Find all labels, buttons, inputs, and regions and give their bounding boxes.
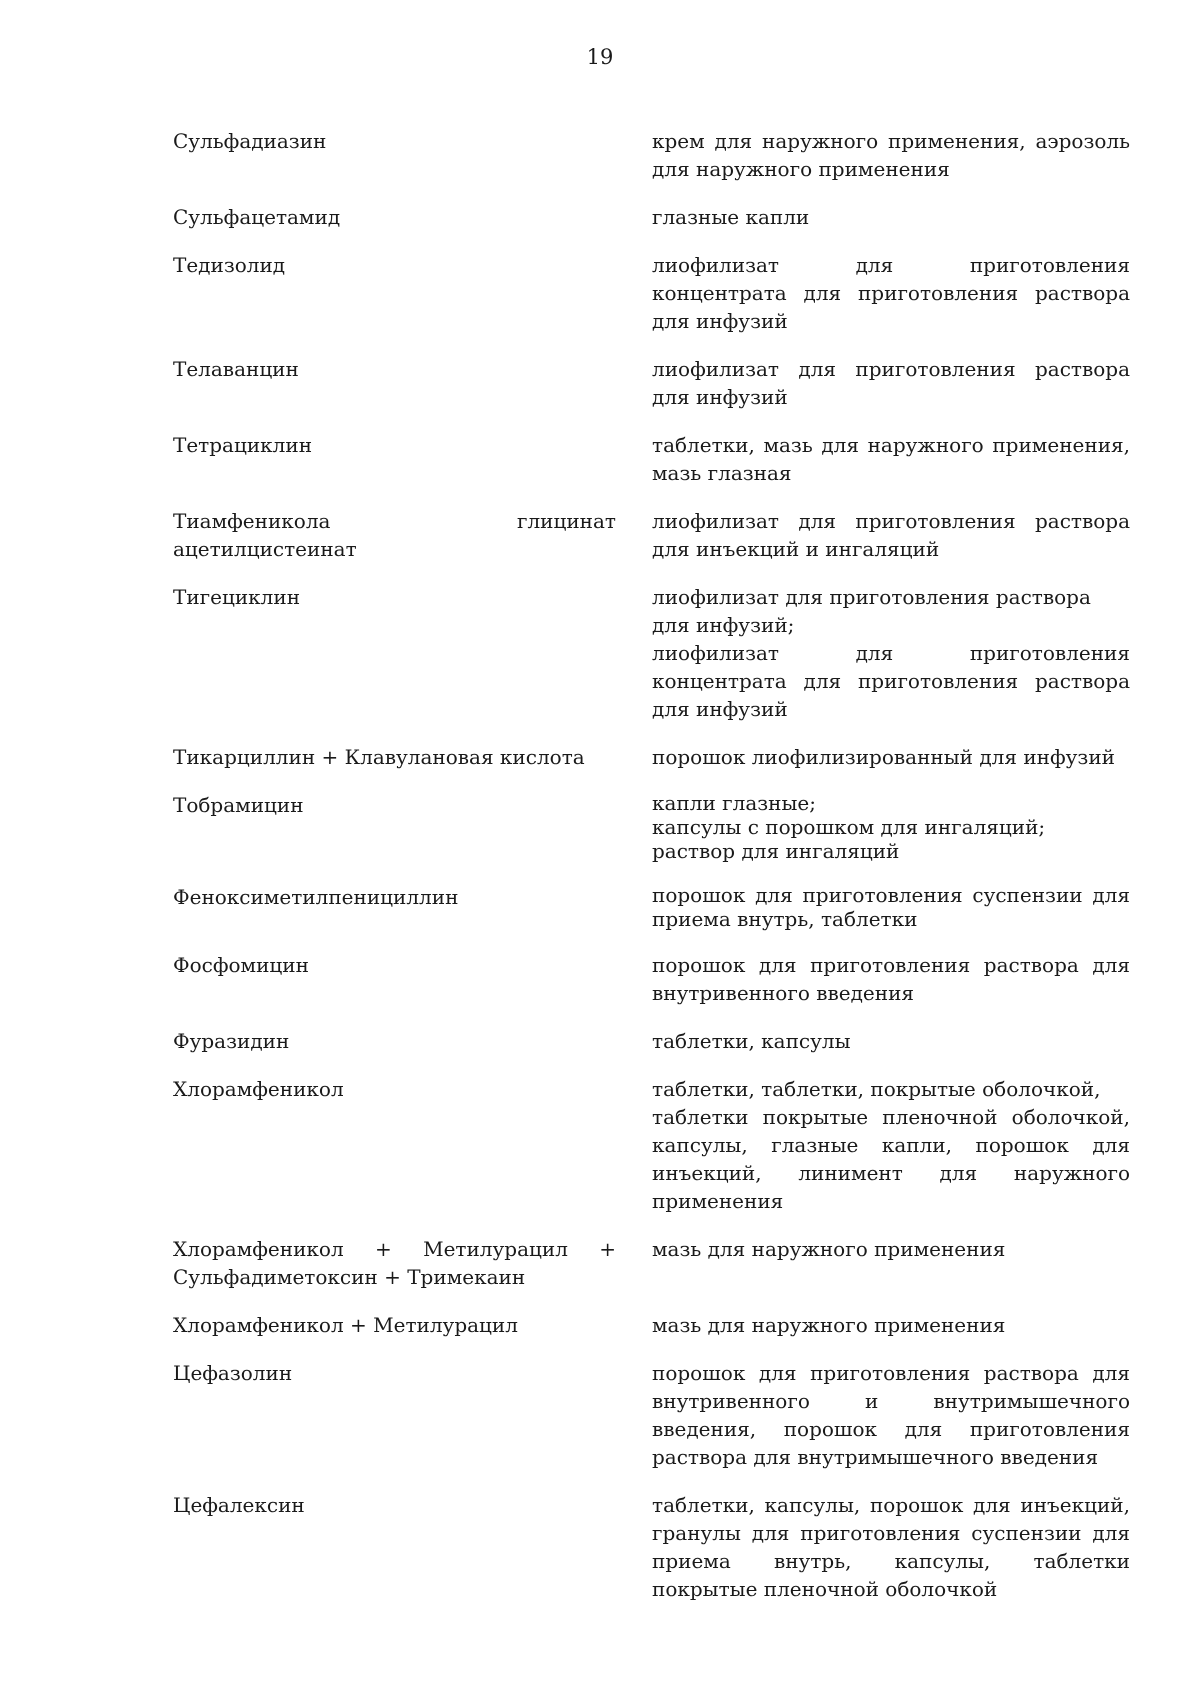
page-number: 19 bbox=[586, 45, 614, 69]
dosage-form-line: порошок лиофилизированный для инфузий bbox=[652, 745, 1115, 769]
table-row bbox=[173, 203, 1131, 231]
drug-name-part: + bbox=[375, 1237, 392, 1261]
dosage-form-line: лиофилизат для приготовления раствора для инъекций и ингаляций bbox=[652, 509, 1130, 561]
dosage-form-line: таблетки, капсулы bbox=[652, 1029, 851, 1053]
dosage-form-line: крем для наружного применения, аэрозоль для наружного применения bbox=[652, 129, 1130, 181]
dosage-form-line: мазь для наружного применения bbox=[652, 1237, 1006, 1261]
dosage-form-line: порошок для приготовления раствора для внутривенного и внутримышечного введения, порошок для приготовления раствора для внутримышечного введения bbox=[652, 1361, 1130, 1469]
table-row bbox=[173, 791, 1131, 863]
drug-name: Тиамфеникола глицинат ацетилцистеинат bbox=[173, 509, 616, 561]
dosage-form-line: глазные капли bbox=[652, 205, 810, 229]
dosage-form bbox=[652, 1027, 1130, 1055]
table-row bbox=[173, 507, 1131, 563]
dosage-form-line: капсулы с порошком для ингаляций; bbox=[652, 815, 1046, 839]
drug-name: Цефазолин bbox=[173, 1361, 293, 1385]
dosage-form bbox=[652, 431, 1130, 487]
dosage-form-line: раствор для ингаляций bbox=[652, 839, 900, 863]
dosage-form bbox=[652, 355, 1130, 411]
dosage-form-line: порошок для приготовления раствора для внутривенного введения bbox=[652, 953, 1130, 1005]
drug-name: Телаванцин bbox=[173, 357, 299, 381]
dosage-form bbox=[652, 951, 1130, 1007]
table-row bbox=[173, 883, 1131, 931]
drug-name: Сульфадиазин bbox=[173, 129, 327, 153]
dosage-form-line: порошок для приготовления суспензии для приема внутрь, таблетки bbox=[652, 883, 1130, 931]
table-row bbox=[173, 583, 1131, 723]
drug-name: Цефалексин bbox=[173, 1493, 305, 1517]
table-row bbox=[173, 251, 1131, 335]
dosage-form bbox=[652, 1311, 1130, 1339]
dosage-form-line: лиофилизат для приготовления раствора для инфузий bbox=[652, 357, 1130, 409]
table-row bbox=[173, 1027, 1131, 1055]
dosage-form-line: мазь для наружного применения bbox=[652, 1313, 1006, 1337]
drug-name: Сульфацетамид bbox=[173, 205, 341, 229]
drug-name-second-line: Сульфадиметоксин + Тримекаин bbox=[173, 1265, 526, 1289]
drug-name: Тобрамицин bbox=[173, 793, 304, 817]
table-row bbox=[173, 1491, 1131, 1603]
drug-name: Тигециклин bbox=[173, 585, 301, 609]
table-row bbox=[173, 1359, 1131, 1471]
dosage-form-line: таблетки, таблетки, покрытые оболочкой, bbox=[652, 1077, 1101, 1101]
drug-table bbox=[173, 127, 1131, 1623]
table-row bbox=[173, 1235, 1131, 1291]
table-row bbox=[173, 1311, 1131, 1339]
dosage-form-line: капли глазные; bbox=[652, 791, 816, 815]
dosage-form bbox=[652, 583, 1130, 723]
drug-name: Тедизолид bbox=[173, 253, 286, 277]
table-row bbox=[173, 1075, 1131, 1215]
dosage-form bbox=[652, 1491, 1130, 1603]
dosage-form-line: таблетки, мазь для наружного применения, мазь глазная bbox=[652, 433, 1130, 485]
drug-name bbox=[173, 1235, 616, 1291]
drug-name: Фуразидин bbox=[173, 1029, 290, 1053]
drug-name-first-line bbox=[173, 1235, 616, 1263]
dosage-form bbox=[652, 1235, 1130, 1263]
table-row bbox=[173, 743, 1131, 771]
dosage-form-line: таблетки, капсулы, порошок для инъекций, гранулы для приготовления суспензии для приема внутрь, капсулы, таблетки покрытые пленочной оболочкой bbox=[652, 1493, 1130, 1601]
dosage-form-line: лиофилизат для приготовления концентрата для приготовления раствора для инфузий bbox=[652, 253, 1130, 333]
dosage-form bbox=[652, 251, 1130, 335]
drug-name: Тетрациклин bbox=[173, 433, 313, 457]
dosage-form bbox=[652, 791, 1130, 863]
dosage-form-line: лиофилизат для приготовления раствора для инфузий; bbox=[652, 585, 1091, 637]
dosage-form bbox=[652, 203, 1130, 231]
dosage-form-line: лиофилизат для приготовления концентрата для приготовления раствора для инфузий bbox=[652, 641, 1130, 721]
drug-name-part: Хлорамфеникол bbox=[173, 1237, 344, 1261]
dosage-form bbox=[652, 743, 1130, 771]
drug-name: Тикарциллин + Клавулановая кислота bbox=[173, 745, 585, 769]
table-row bbox=[173, 951, 1131, 1007]
dosage-form bbox=[652, 127, 1130, 183]
drug-name: Хлорамфеникол + Метилурацил bbox=[173, 1313, 518, 1337]
dosage-form bbox=[652, 507, 1130, 563]
dosage-form-line: таблетки покрытые пленочной оболочкой, капсулы, глазные капли, порошок для инъекций, линимент для наружного применения bbox=[652, 1105, 1130, 1213]
drug-name: Хлорамфеникол bbox=[173, 1077, 344, 1101]
drug-name: Фосфомицин bbox=[173, 953, 309, 977]
dosage-form bbox=[652, 1075, 1130, 1215]
table-row bbox=[173, 431, 1131, 487]
table-row bbox=[173, 355, 1131, 411]
table-row bbox=[173, 127, 1131, 183]
drug-name-part: + bbox=[599, 1237, 616, 1261]
dosage-form bbox=[652, 883, 1130, 931]
drug-name-part: Метилурацил bbox=[423, 1237, 568, 1261]
dosage-form bbox=[652, 1359, 1130, 1471]
drug-name: Феноксиметилпенициллин bbox=[173, 885, 459, 909]
